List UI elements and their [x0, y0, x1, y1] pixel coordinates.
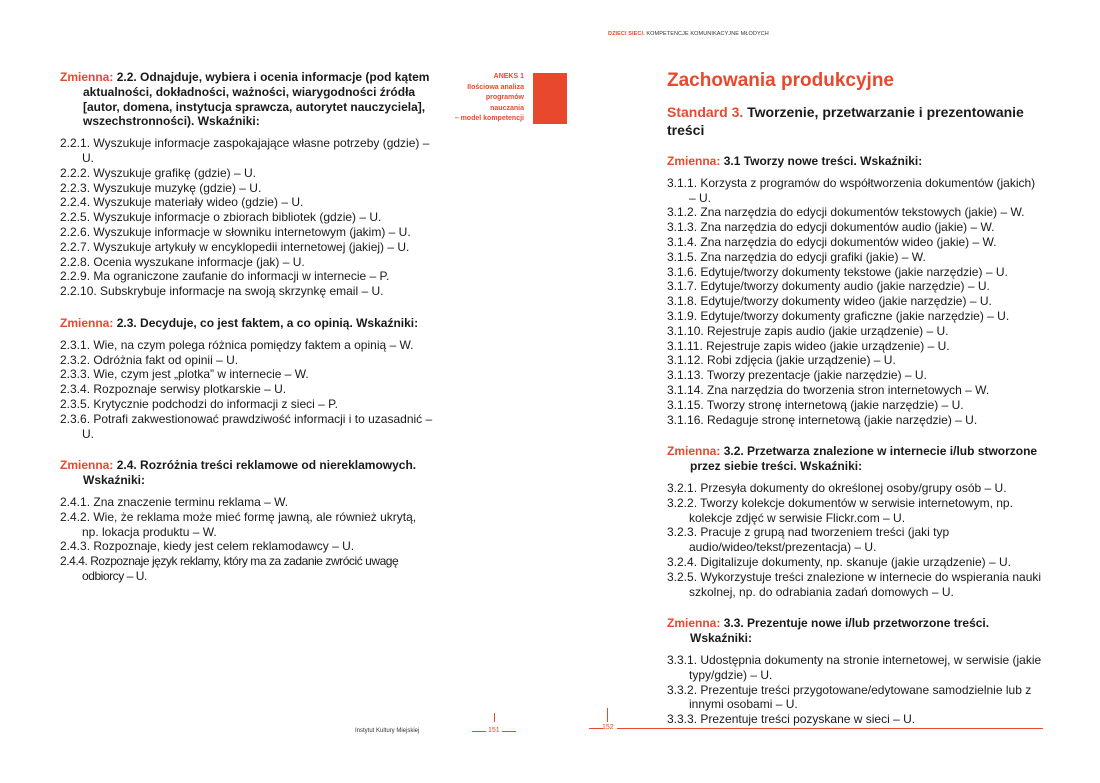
list-item: 3.2.4. Digitalizuje dokumenty, np. skanuje (jakie urządzenie) – U.	[667, 554, 1011, 569]
header-brand: DZIECI SIECI.	[608, 31, 645, 37]
list-item: 2.3.6. Potrafi zakwestionować prawdziwość informacji i to uzasadnić – U.	[60, 411, 433, 441]
page-number-right: 152	[602, 724, 614, 731]
list-item: 2.3.2. Odróżnia fakt od opinii – U.	[60, 352, 239, 367]
section-3-3-title	[667, 616, 1042, 646]
list-item: 2.4.1. Zna znaczenie terminu reklama – W.	[60, 494, 289, 509]
aneks-line: Ilościowa analiza	[467, 83, 524, 91]
zmienna-label: Zmienna:	[667, 154, 721, 168]
list-item: 3.1.12. Robi zdjęcia (jakie urządzenie) – U.	[667, 353, 896, 368]
section-3-2-list	[667, 481, 1042, 599]
list-item: 3.3.2. Prezentuje treści przygotowane/edytowane samodzielnie lub z innymi osobami – U.	[667, 682, 1032, 712]
zmienna-label: Zmienna:	[60, 458, 114, 473]
list-item: 2.2.3. Wyszukuje muzykę (gdzie) – U.	[60, 180, 262, 195]
aneks-color-block	[533, 73, 567, 124]
running-header	[608, 31, 769, 37]
list-item: 2.4.3. Rozpoznaje, kiedy jest celem reklamodawcy – U.	[60, 539, 355, 554]
section-3-3-list	[667, 653, 1042, 727]
list-item: 2.3.3. Wie, czym jest „plotka” w internecie – W.	[60, 367, 309, 382]
list-item: 2.4.2. Wie, że reklama może mieć formę jawną, ale również ukrytą, np. lokacja produktu – W.	[60, 509, 417, 539]
list-item: 2.2.8. Ocenia wyszukane informacje (jak) – U.	[60, 254, 305, 269]
list-item: 3.1.4. Zna narzędzia do edycji dokumentów wideo (jakie) – W.	[667, 234, 997, 249]
list-item: 3.2.5. Wykorzystuje treści znalezione w internecie do wspierania nauki szkolnej, np. do odrabiania zadań domowych – U.	[667, 569, 1042, 599]
list-item: 2.4.4. Rozpoznaje język reklamy, który ma za zadanie zwrócić uwagę odbiorcy – U.	[60, 554, 399, 583]
footer-institute: Instytut Kultury Miejskiej	[355, 728, 420, 734]
list-item: 2.2.7. Wyszukuje artykuły w encyklopedii internetowej (jakiej) – U.	[60, 239, 410, 254]
section-3-1-title	[667, 154, 1042, 169]
section-2-2-title	[60, 70, 435, 129]
footer-rule-right-b	[617, 728, 1043, 729]
list-item: 2.2.1. Wyszukuje informacje zaspokajające własne potrzeby (gdzie) – U.	[60, 136, 430, 165]
section-3-2-title	[667, 444, 1042, 474]
zmienna-label: Zmienna:	[667, 616, 721, 631]
zmienna-label: Zmienna:	[667, 444, 721, 459]
section-title-text: 2.4. Rozróżnia treści reklamowe od niereklamowych. Wskaźniki:	[83, 458, 417, 488]
list-item: 3.1.6. Edytuje/tworzy dokumenty tekstowe (jakie narzędzie) – U.	[667, 264, 1008, 279]
header-subtitle: KOMPETENCJE KOMUNIKACYJNE MŁODYCH	[646, 31, 769, 37]
list-item: 3.1.1. Korzysta z programów do współtworzenia dokumentów (jakich) – U.	[667, 175, 1036, 205]
list-item: 3.3.3. Prezentuje treści pozyskane w sieci – U.	[667, 712, 916, 727]
section-title-text: 3.2. Przetwarza znalezione w internecie i/lub stworzone przez siebie treści. Wskaźniki:	[690, 444, 1038, 474]
list-item: 2.2.10. Subskrybuje informacje na swoją skrzynkę email – U.	[60, 284, 384, 299]
list-item: 3.2.3. Pracuje z grupą nad tworzeniem treści (jaki typ audio/wideo/tekst/prezentacja) – U.	[667, 525, 950, 555]
footer-rule-left-a	[472, 731, 486, 732]
standard-title-text: Tworzenie, przetwarzanie i prezentowanie treści	[667, 104, 1024, 138]
page-number-left: 151	[488, 727, 500, 734]
list-item: 3.1.2. Zna narzędzia do edycji dokumentów tekstowych (jakie) – W.	[667, 205, 1025, 220]
standard-label: Standard 3.	[667, 104, 744, 120]
section-title-text: 3.1 Tworzy nowe treści. Wskaźniki:	[723, 154, 923, 168]
footer-tick-right	[607, 708, 608, 722]
section-3-1-list	[667, 176, 1042, 428]
list-item: 3.3.1. Udostępnia dokumenty na stronie internetowej, w serwisie (jakie typy/gdzie) – U.	[667, 652, 1042, 682]
list-item: 3.2.1. Przesyła dokumenty do określonej osoby/grupy osób – U.	[667, 480, 1007, 495]
aneks-line: – model kompetencji	[454, 115, 524, 122]
footer-rule-left-b	[502, 731, 516, 732]
zmienna-label: Zmienna:	[60, 70, 114, 84]
list-item: 3.1.15. Tworzy stronę internetową (jakie narzędzie) – U.	[667, 397, 964, 412]
section-2-3-list	[60, 338, 435, 442]
zmienna-label: Zmienna:	[60, 315, 114, 330]
right-column	[667, 69, 1042, 727]
list-item: 2.2.6. Wyszukuje informacje w słowniku internetowym (jakim) – U.	[60, 224, 411, 239]
section-title-text: 2.3. Decyduje, co jest faktem, a co opinią. Wskaźniki:	[116, 315, 419, 330]
section-title-text: 2.2. Odnajduje, wybiera i ocenia informacje (pod kątem aktualności, dokładności, ważności, wiarygodności źródła [autor, domena, instytucja sprawcza, autorytet nauczyciela], wszechstronności). Wskaźniki:	[83, 70, 430, 129]
aneks-line: ANEKS 1	[493, 73, 524, 80]
list-item: 2.2.2. Wyszukuje grafikę (gdzie) – U.	[60, 165, 256, 180]
aneks-line: programów	[485, 94, 524, 101]
list-item: 3.1.3. Zna narzędzia do edycji dokumentów audio (jakie) – W.	[667, 220, 995, 235]
list-item: 3.1.14. Zna narzędzia do tworzenia stron internetowych – W.	[667, 382, 990, 397]
list-item: 3.1.11. Rejestruje zapis wideo (jakie urządzenie) – U.	[667, 338, 950, 353]
list-item: 3.1.16. Redaguje stronę internetową (jakie narzędzie) – U.	[667, 412, 978, 427]
list-item: 2.2.5. Wyszukuje informacje o zbiorach bibliotek (gdzie) – U.	[60, 210, 382, 225]
section-2-3-title	[60, 316, 435, 331]
page-heading: Zachowania produkcyjne	[667, 70, 894, 91]
list-item: 2.3.5. Krytycznie podchodzi do informacji z sieci – P.	[60, 396, 338, 411]
section-title-text: 3.3. Prezentuje nowe i/lub przetworzone treści. Wskaźniki:	[690, 616, 990, 646]
list-item: 2.3.4. Rozpoznaje serwisy plotkarskie – U.	[60, 382, 287, 397]
list-item: 2.2.9. Ma ograniczone zaufanie do informacji w internecie – P.	[60, 269, 390, 284]
section-2-4-list	[60, 495, 435, 584]
left-column	[60, 70, 435, 584]
list-item: 3.1.13. Tworzy prezentacje (jakie narzędzie) – U.	[667, 368, 927, 383]
section-2-2-list	[60, 136, 435, 299]
list-item: 3.2.2. Tworzy kolekcje dokumentów w serwisie internetowym, np. kolekcje zdjęć w serwisie Flickr.com – U.	[667, 495, 1013, 525]
aneks-line: nauczania	[490, 104, 524, 112]
list-item: 3.1.10. Rejestruje zapis audio (jakie urządzenie) – U.	[667, 323, 949, 338]
aneks-label	[452, 72, 524, 125]
footer-tick-left	[494, 713, 495, 722]
footer-rule-right-a	[589, 728, 603, 729]
list-item: 2.3.1. Wie, na czym polega różnica pomiędzy faktem a opinią – W.	[60, 337, 414, 352]
list-item: 3.1.8. Edytuje/tworzy dokumenty wideo (jakie narzędzie) – U.	[667, 294, 992, 309]
list-item: 3.1.5. Zna narzędzia do edycji grafiki (jakie) – W.	[667, 249, 926, 264]
section-2-4-title	[60, 458, 435, 488]
standard-title	[667, 103, 1042, 139]
list-item: 3.1.7. Edytuje/tworzy dokumenty audio (jakie narzędzie) – U.	[667, 279, 990, 294]
list-item: 2.2.4. Wyszukuje materiały wideo (gdzie) – U.	[60, 195, 304, 210]
list-item: 3.1.9. Edytuje/tworzy dokumenty graficzne (jakie narzędzie) – U.	[667, 308, 1010, 323]
